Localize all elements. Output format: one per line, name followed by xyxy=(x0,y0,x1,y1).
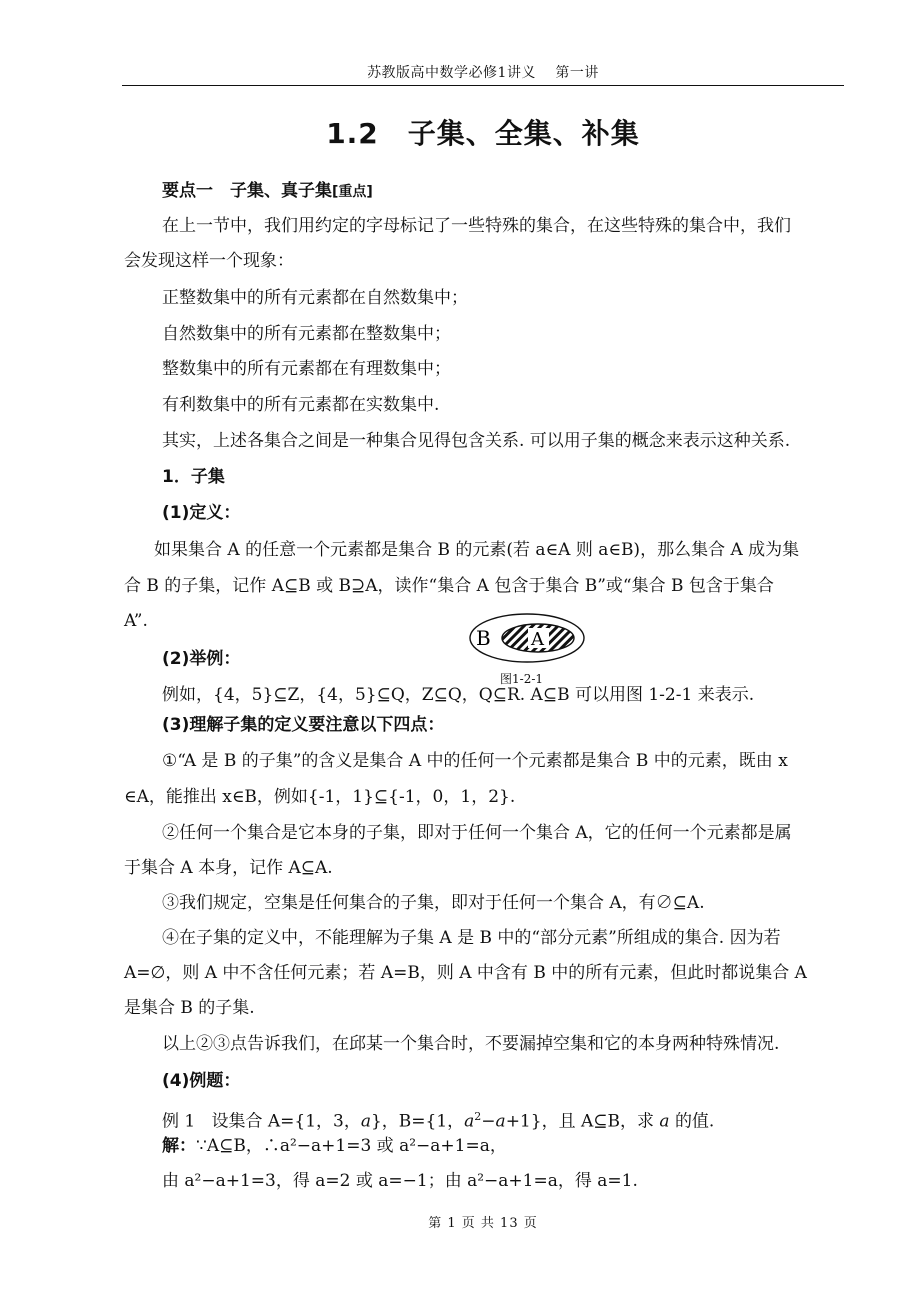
q-part: }，B={1， xyxy=(370,1111,465,1132)
notes-label: (3)理解子集的定义要注意以下四点： xyxy=(162,715,445,735)
q-part: 设集合 A={1，3， xyxy=(211,1111,361,1132)
definition-label: (1)定义： xyxy=(162,503,241,523)
note-4-line-1: ④在子集的定义中，不能理解为子集 A 是 B 中的“部分元素”所组成的集合. 因为若 xyxy=(162,928,781,948)
page-title: 1.2 子集、全集、补集 xyxy=(326,117,640,150)
note-1-line-1: ①“A 是 B 的子集”的含义是集合 A 中的任何一个元素都是集合 B 中的元素，既由 x xyxy=(162,751,788,771)
q-part: +1}，且 A⊆B，求 xyxy=(505,1111,654,1132)
note-4-line-3: 是集合 B 的子集. xyxy=(124,998,255,1018)
note-3: ③我们规定，空集是任何集合的子集，即对于任何一个集合 A，有∅⊆A. xyxy=(162,893,705,913)
intro-paragraph-2: 其实，上述各集合之间是一种集合见得包含关系. 可以用子集的概念来表示这种关系. xyxy=(162,431,791,451)
var-a: a xyxy=(464,1111,475,1132)
page-footer: 第 1 页 共 13 页 xyxy=(428,1216,538,1231)
var-a: a xyxy=(360,1111,371,1132)
section-heading xyxy=(162,180,373,203)
example-1-solution-line-2: 由 a²−a+1=3，得 a=2 或 a=−1；由 a²−a+1=a，得 a=1. xyxy=(162,1171,638,1191)
intro-item: 整数集中的所有元素都在有理数集中； xyxy=(162,359,451,379)
venn-diagram-figure xyxy=(468,612,586,676)
section-heading-text: 要点一 子集、真子集 xyxy=(162,181,332,201)
example-1-label: 例 1 xyxy=(162,1111,196,1132)
intro-paragraph-line-1: 在上一节中，我们用约定的字母标记了一些特殊的集合，在这些特殊的集合中，我们 xyxy=(162,216,791,236)
note-2-line-1: ②任何一个集合是它本身的子集，即对于任何一个集合 A，它的任何一个元素都是属 xyxy=(162,823,792,843)
intro-item: 正整数集中的所有元素都在自然数集中； xyxy=(162,288,468,308)
solution-label: 解： xyxy=(162,1136,196,1156)
q-part: 的值. xyxy=(674,1111,715,1132)
subset-heading: 1．子集 xyxy=(162,467,225,487)
note-2-line-2: 于集合 A 本身，记作 A⊆A. xyxy=(124,858,333,878)
intro-item: 有利数集中的所有元素都在实数集中. xyxy=(162,395,440,415)
definition-line-1: 如果集合 A 的任意一个元素都是集合 B 的元素(若 a∈A 则 a∈B)，那么集合 A 成为集 xyxy=(154,540,800,560)
example-1-solution-line-1 xyxy=(162,1135,507,1157)
page-header: 苏教版高中数学必修1讲义 第一讲 xyxy=(367,65,599,81)
note-4-line-2: A=∅，则 A 中不含任何元素；若 A=B，则 A 中含有 B 中的所有元素，但此时都说集合 A xyxy=(124,963,807,983)
definition-line-3: A”. xyxy=(124,611,148,631)
solution-text: ∵A⊆B，∴a²−a+1=3 或 a²−a+1=a， xyxy=(196,1136,507,1156)
figure-caption: 图1-2-1 xyxy=(500,672,544,686)
section-tag: [重点] xyxy=(332,184,373,200)
example-1-question xyxy=(162,1106,714,1133)
minus-sign: − xyxy=(481,1111,496,1132)
example-text: 例如，{4，5}⊆Z，{4，5}⊆Q，Z⊆Q，Q⊆R. A⊆B 可以用图 1-2-1 来表示. xyxy=(162,685,755,705)
note-1-line-2: ∈A，能推出 x∈B，例如{-1，1}⊆{-1，0，1，2}. xyxy=(124,787,516,807)
intro-item: 自然数集中的所有元素都在整数集中； xyxy=(162,324,451,344)
venn-label-a: A xyxy=(531,629,544,650)
intro-paragraph-line-2: 会发现这样一个现象： xyxy=(124,251,294,271)
exponent: 2 xyxy=(474,1110,482,1123)
var-a: a xyxy=(659,1111,670,1132)
var-a: a xyxy=(495,1111,506,1132)
header-rule xyxy=(122,85,844,86)
summary-paragraph: 以上②③点告诉我们，在邱某一个集合时，不要漏掉空集和它的本身两种特殊情况. xyxy=(162,1034,780,1054)
example-label: (2)举例： xyxy=(162,649,241,669)
examples-label: (4)例题： xyxy=(162,1071,241,1091)
venn-label-b: B xyxy=(476,626,491,650)
definition-line-2: 合 B 的子集，记作 A⊆B 或 B⊇A，读作“集合 A 包含于集合 B”或“集合 B 包含于集合 xyxy=(124,576,774,596)
